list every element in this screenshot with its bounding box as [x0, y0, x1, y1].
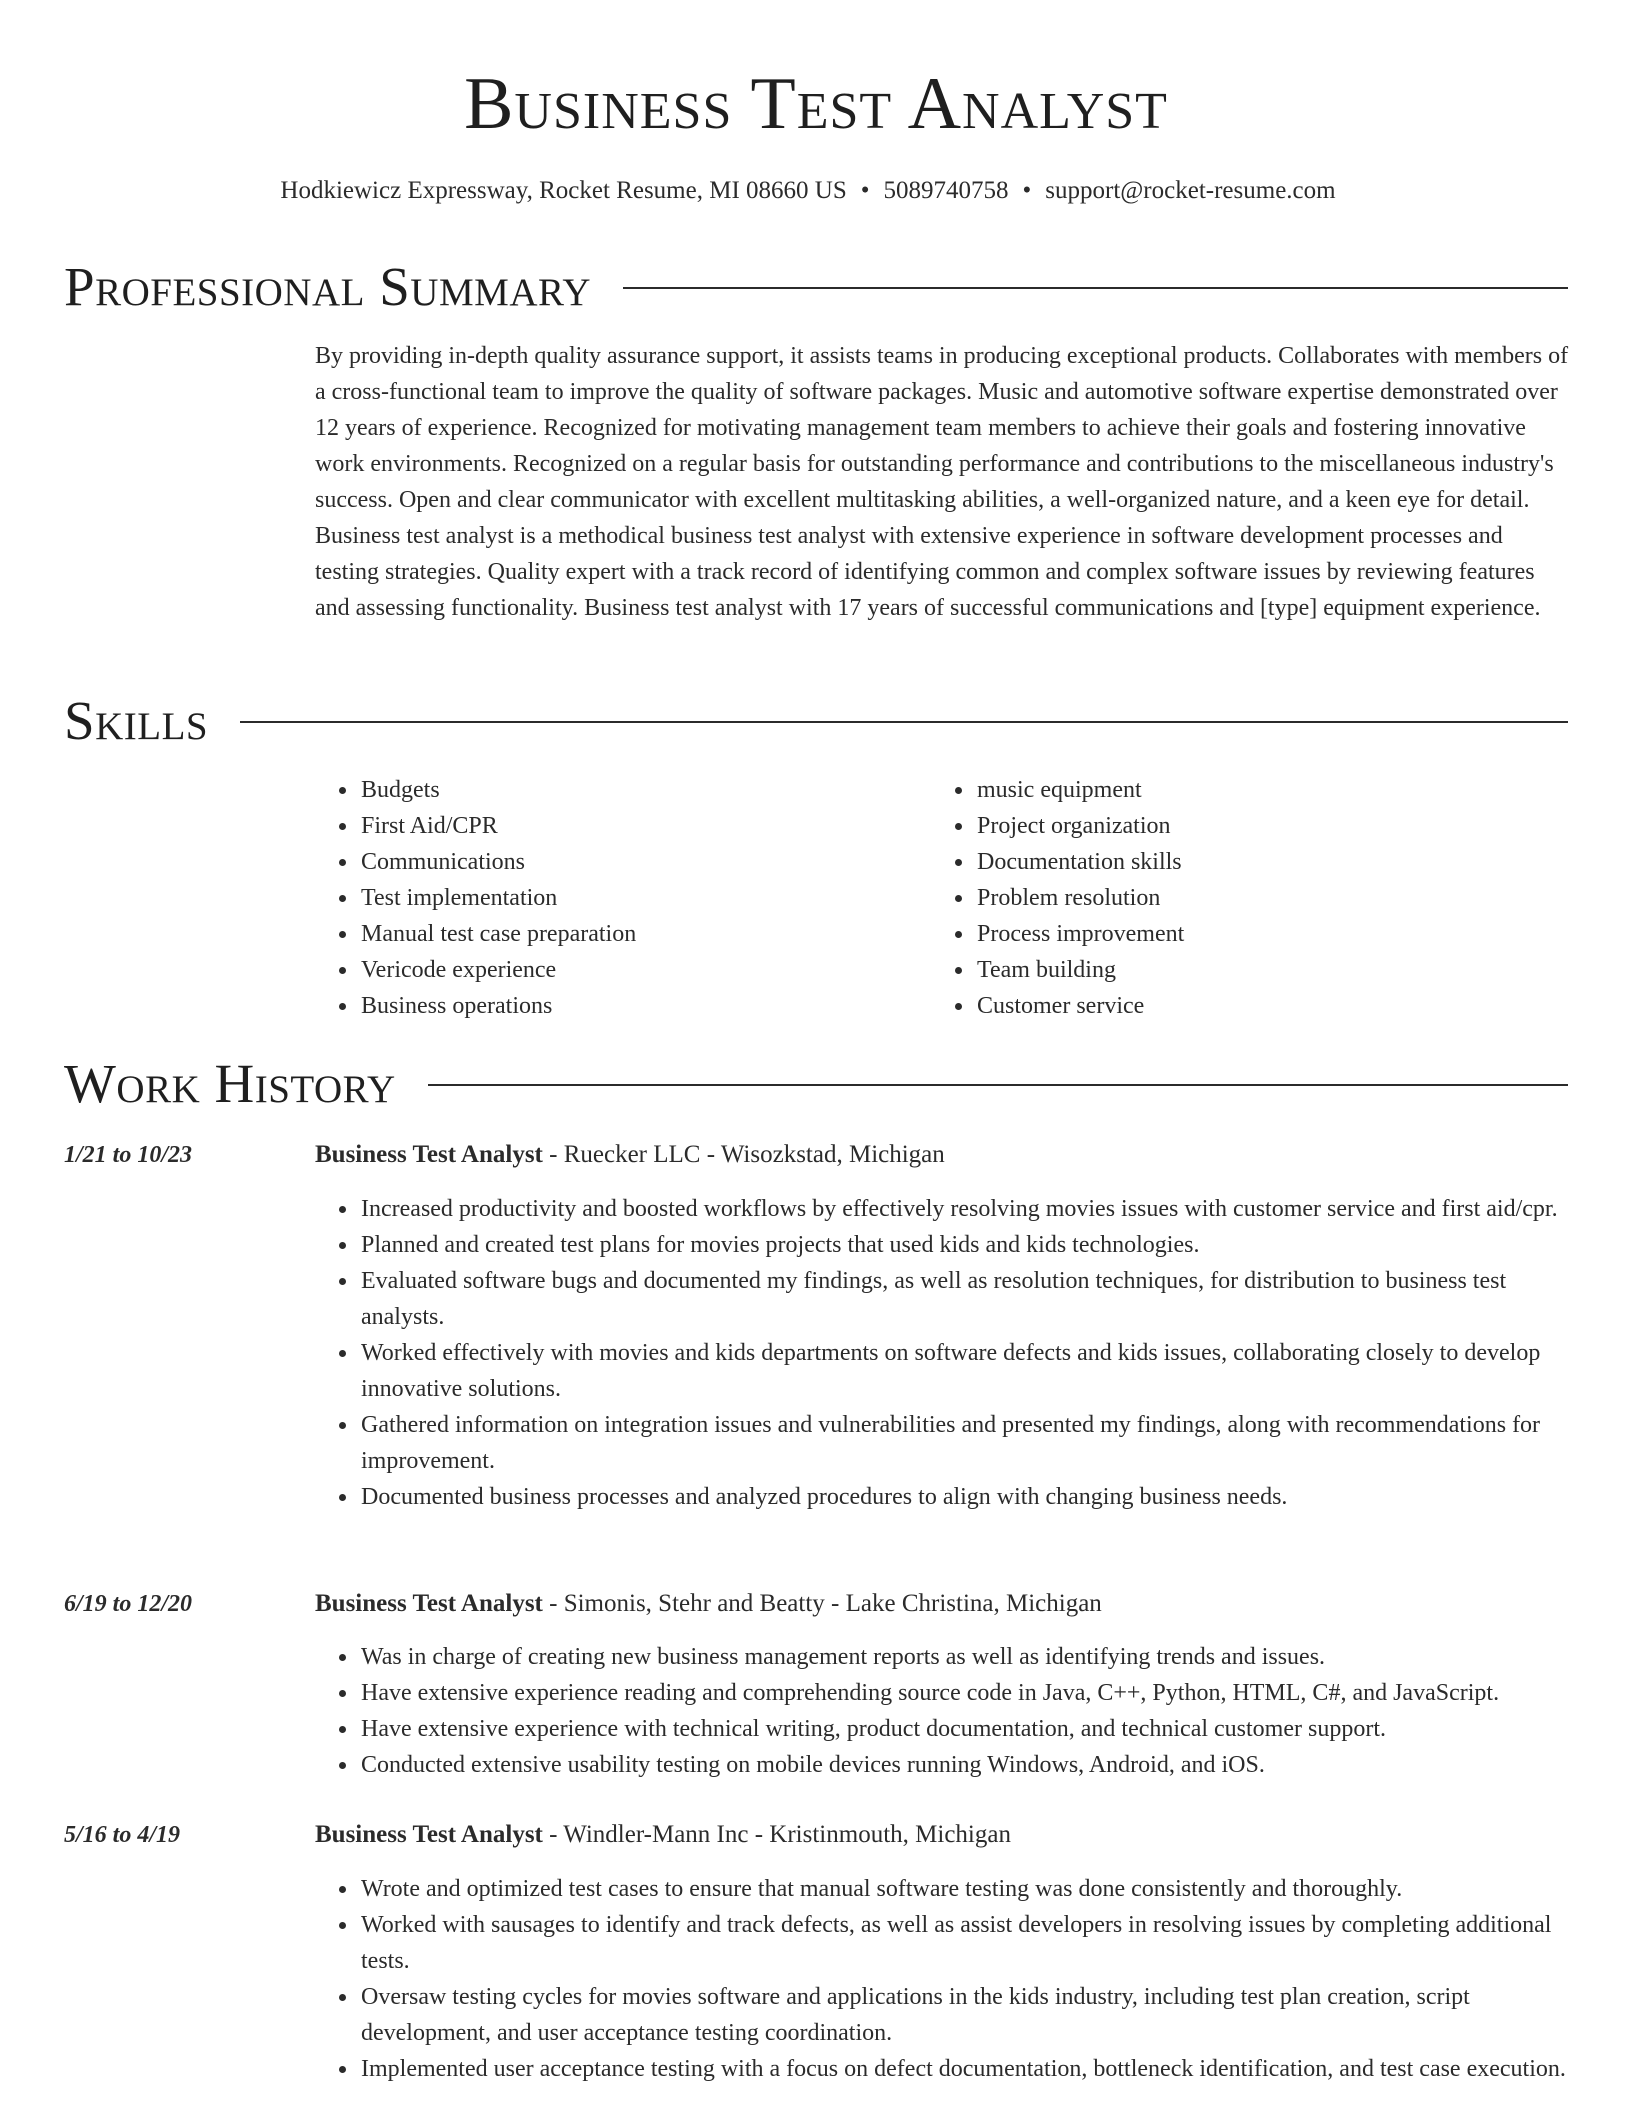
- job-bullet-list: [315, 1639, 1571, 1783]
- summary-text: By providing in-depth quality assurance support, it assists teams in producing exceptional products. Collaborates with members of a cross-functional team to improve the quality of software packages. Music and automotive software expertise demonstrated over 12 years of experience. Recognized for motivating management team members to achieve their goals and fostering innovative work environments. Recognized on a regular basis for outstanding performance and contributions to the miscellaneous industry's success. Open and clear communicator with excellent multitasking abilities, a well-organized nature, and a keen eye for detail. Business test analyst is a methodical business test analyst with extensive experience in software development processes and testing strategies. Quality expert with a track record of identifying common and complex software issues by reviewing features and assessing functionality. Business test analyst with 17 years of successful communications and [type] equipment experience.: [315, 343, 1569, 621]
- skill-item: • Team building: [975, 952, 1184, 988]
- skill-item: • Communications: [359, 844, 636, 880]
- skill-item: • Vericode experience: [359, 952, 636, 988]
- contact-phone: 5089740758: [883, 177, 1009, 204]
- skill-item: • First Aid/CPR: [359, 808, 636, 844]
- job-bullet: • Have extensive experience with technical writing, product documentation, and technical customer support.: [359, 1711, 1571, 1747]
- job-bullet-list: [315, 1871, 1571, 2087]
- job-heading: [315, 1138, 945, 1172]
- contact-line: [0, 174, 1616, 208]
- job-heading: [315, 1818, 1011, 1852]
- job-employer: - Windler-Mann Inc - Kristinmouth, Michigan: [542, 1821, 1011, 1848]
- job-bullet: • Gathered information on integration issues and vulnerabilities and presented my findings, along with recommendations for improvement.: [359, 1407, 1571, 1479]
- skill-item: • music equipment: [975, 772, 1184, 808]
- skills-section-title: Skills: [64, 690, 209, 751]
- job-dates: 5/16 to 4/19: [64, 1822, 181, 1848]
- job-bullet: • Wrote and optimized test cases to ensure that manual software testing was done consistently and thoroughly.: [359, 1871, 1571, 1907]
- job-bullet: • Was in charge of creating new business management reports as well as identifying trends and issues.: [359, 1639, 1571, 1675]
- contact-address: Hodkiewicz Expressway, Rocket Resume, MI 08660 US: [280, 177, 847, 204]
- skills-list-right: [931, 772, 1184, 1024]
- candidate-name: Business Test Analyst: [464, 63, 1168, 145]
- skill-item: • Customer service: [975, 988, 1184, 1024]
- skills-section-header: [64, 688, 1568, 754]
- contact-email: support@rocket-resume.com: [1045, 177, 1336, 204]
- summary-section-title: Professional Summary: [64, 256, 592, 317]
- work-section-header: [64, 1051, 1568, 1117]
- skill-item: • Documentation skills: [975, 844, 1184, 880]
- section-divider: [428, 1084, 1568, 1086]
- work-section-title: Work History: [64, 1053, 396, 1114]
- skills-list-left: [315, 772, 636, 1024]
- job-title: Business Test Analyst: [315, 1821, 543, 1848]
- job-bullet: • Worked with sausages to identify and track defects, as well as assist developers in resolving issues by completing additional tests.: [359, 1907, 1571, 1979]
- skill-item: • Project organization: [975, 808, 1184, 844]
- job-bullet: • Oversaw testing cycles for movies software and applications in the kids industry, including test plan creation, script development, and user acceptance testing coordination.: [359, 1979, 1571, 2051]
- contact-separator: •: [1022, 177, 1032, 204]
- job-title: Business Test Analyst: [315, 1141, 543, 1168]
- job-employer: - Ruecker LLC - Wisozkstad, Michigan: [542, 1141, 945, 1168]
- job-bullet: • Worked effectively with movies and kids departments on software defects and kids issues, collaborating closely to develop innovative solutions.: [359, 1335, 1571, 1407]
- skill-item: • Problem resolution: [975, 880, 1184, 916]
- skill-item: • Business operations: [359, 988, 636, 1024]
- job-bullet: • Have extensive experience reading and comprehending source code in Java, C++, Python, HTML, C#, and JavaScript.: [359, 1675, 1571, 1711]
- job-title: Business Test Analyst: [315, 1590, 543, 1617]
- job-dates: 6/19 to 12/20: [64, 1591, 193, 1617]
- job-bullet: • Increased productivity and boosted workflows by effectively resolving movies issues with customer service and first aid/cpr.: [359, 1191, 1571, 1227]
- job-employer: - Simonis, Stehr and Beatty - Lake Christina, Michigan: [542, 1590, 1102, 1617]
- job-bullet-list: [315, 1191, 1571, 1515]
- skill-item: • Budgets: [359, 772, 636, 808]
- section-divider: [623, 287, 1568, 289]
- job-heading: [315, 1587, 1102, 1621]
- job-bullet: • Planned and created test plans for movies projects that used kids and kids technologies.: [359, 1227, 1571, 1263]
- job-dates: 1/21 to 10/23: [64, 1142, 193, 1168]
- skill-item: • Process improvement: [975, 916, 1184, 952]
- summary-section-header: [64, 254, 1568, 320]
- job-bullet: • Documented business processes and analyzed procedures to align with changing business needs.: [359, 1479, 1571, 1515]
- section-divider: [240, 721, 1568, 723]
- job-bullet: • Implemented user acceptance testing with a focus on defect documentation, bottleneck identification, and test case execution.: [359, 2051, 1571, 2087]
- job-bullet: • Conducted extensive usability testing on mobile devices running Windows, Android, and iOS.: [359, 1747, 1571, 1783]
- contact-separator: •: [860, 177, 870, 204]
- job-bullet: • Evaluated software bugs and documented my findings, as well as resolution techniques, for distribution to business test analysts.: [359, 1263, 1571, 1335]
- skill-item: • Manual test case preparation: [359, 916, 636, 952]
- skill-item: • Test implementation: [359, 880, 636, 916]
